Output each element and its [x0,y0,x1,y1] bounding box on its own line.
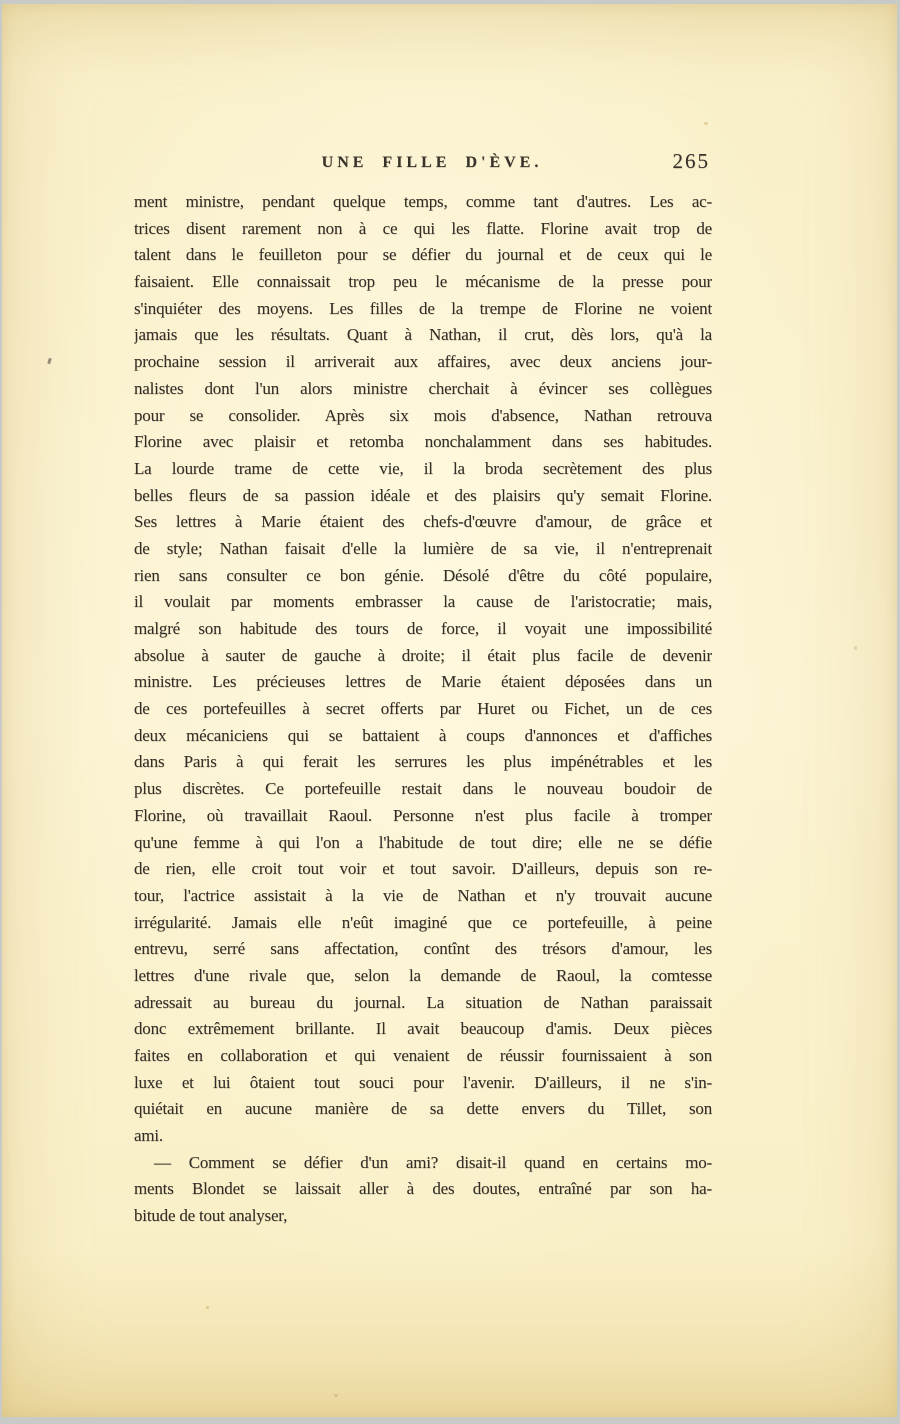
text-line: de rien, elle croit tout voir et tout savoir. D'ailleurs, depuis son re- [134,859,712,879]
text-line: tour, l'actrice assistait à la vie de Nathan et n'y trouvait aucune [134,885,712,905]
paper-speck [704,122,708,125]
text-line: il voulait par moments embrasser la cause de l'aristocratie; mais, [134,592,712,612]
body-text [134,189,712,1230]
text-line: s'inquiéter des moyens. Les filles de la trempe de Florine ne voient [134,298,712,318]
text-line: faites en collaboration et qui venaient de réussir fournissaient à son [134,1046,712,1065]
text-line: lettres d'une rivale que, selon la demande de Raoul, la comtesse [134,965,712,985]
text-line: dans Paris à qui ferait les serrures les plus impénétrables et les [134,752,712,772]
text-line: ministre. Les précieuses lettres de Marie étaient déposées dans un [134,672,712,692]
text-line: plus discrètes. Ce portefeuille restait dans le nouveau boudoir de [134,779,712,799]
text-line: de ces portefeuilles à secret offerts par Huret ou Fichet, un de ces [134,699,712,719]
text-line: — Comment se défier d'un ami? disait-il quand en certains mo- [154,1152,712,1172]
text-line: prochaine session il arriverait aux affaires, avec deux anciens jour- [134,352,712,372]
text-line: Ses lettres à Marie étaient des chefs-d'œuvre d'amour, de grâce et [134,512,712,532]
text-line: bitude de tout analyser, [134,1206,288,1226]
paper-speck [334,1394,338,1397]
paper-speck [854,646,857,650]
text-line: quiétait en aucune manière de sa dette envers du Tillet, son [134,1099,712,1119]
text-line: nalistes dont l'un alors ministre cherchait à évincer ses collègues [134,378,712,398]
text-line: pour se consolider. Après six mois d'absence, Nathan retrouva [134,405,712,425]
text-line: qu'une femme à qui l'on a l'habitude de tout dire; elle ne se défie [134,832,712,852]
text-line: faisaient. Elle connaissait trop peu le mécanisme de la presse pour [134,272,712,292]
text-line: irrégularité. Jamais elle n'eût imaginé que ce portefeuille, à peine [134,912,712,932]
text-line: deux mécaniciens qui se battaient à coups d'annonces et d'affiches [134,725,712,745]
text-line: ment ministre, pendant quelque temps, comme tant d'autres. Les ac- [134,192,712,211]
text-line: de style; Nathan faisait d'elle la lumière de sa vie, il n'entreprenait [134,538,712,558]
text-line: La lourde trame de cette vie, il la broda secrètement des plus [134,458,712,478]
text-line: ments Blondet se laissait aller à des doutes, entraîné par son ha- [134,1179,712,1199]
paper-speck [47,358,52,365]
text-line: luxe et lui ôtaient tout souci pour l'avenir. D'ailleurs, il ne s'in- [134,1072,712,1092]
text-line: jamais que les résultats. Quant à Nathan, il crut, dès lors, qu'à la [134,325,712,345]
page-number: 265 [672,149,710,173]
running-header [134,149,712,174]
scanned-book-page [2,4,897,1417]
text-line: ami. [134,1126,163,1146]
text-line: talent dans le feuilleton pour se défier du journal et de ceux qui le [134,245,712,265]
running-title: UNE FILLE D'ÈVE. [321,154,543,171]
paper-speck [206,1306,209,1309]
text-line: donc extrêmement brillante. Il avait beaucoup d'amis. Deux pièces [134,1019,712,1039]
text-line: Florine, où travaillait Raoul. Personne n'est plus facile à tromper [134,805,712,825]
text-line: Florine avec plaisir et retomba nonchalamment dans ses habitudes. [134,432,712,452]
text-line: absolue à sauter de gauche à droite; il était plus facile de devenir [134,645,712,665]
text-line: rien sans consulter ce bon génie. Désolé d'être du côté populaire, [134,565,712,585]
text-line: trices disent rarement non à ce qui les flatte. Florine avait trop de [134,218,712,238]
text-line: malgré son habitude des tours de force, il voyait une impossibilité [134,619,712,638]
text-line: belles fleurs de sa passion idéale et des plaisirs qu'y semait Florine. [134,485,712,505]
text-line: adressait au bureau du journal. La situation de Nathan paraissait [134,992,712,1012]
text-line: entrevu, serré sans affectation, contînt des trésors d'amour, les [134,939,712,959]
